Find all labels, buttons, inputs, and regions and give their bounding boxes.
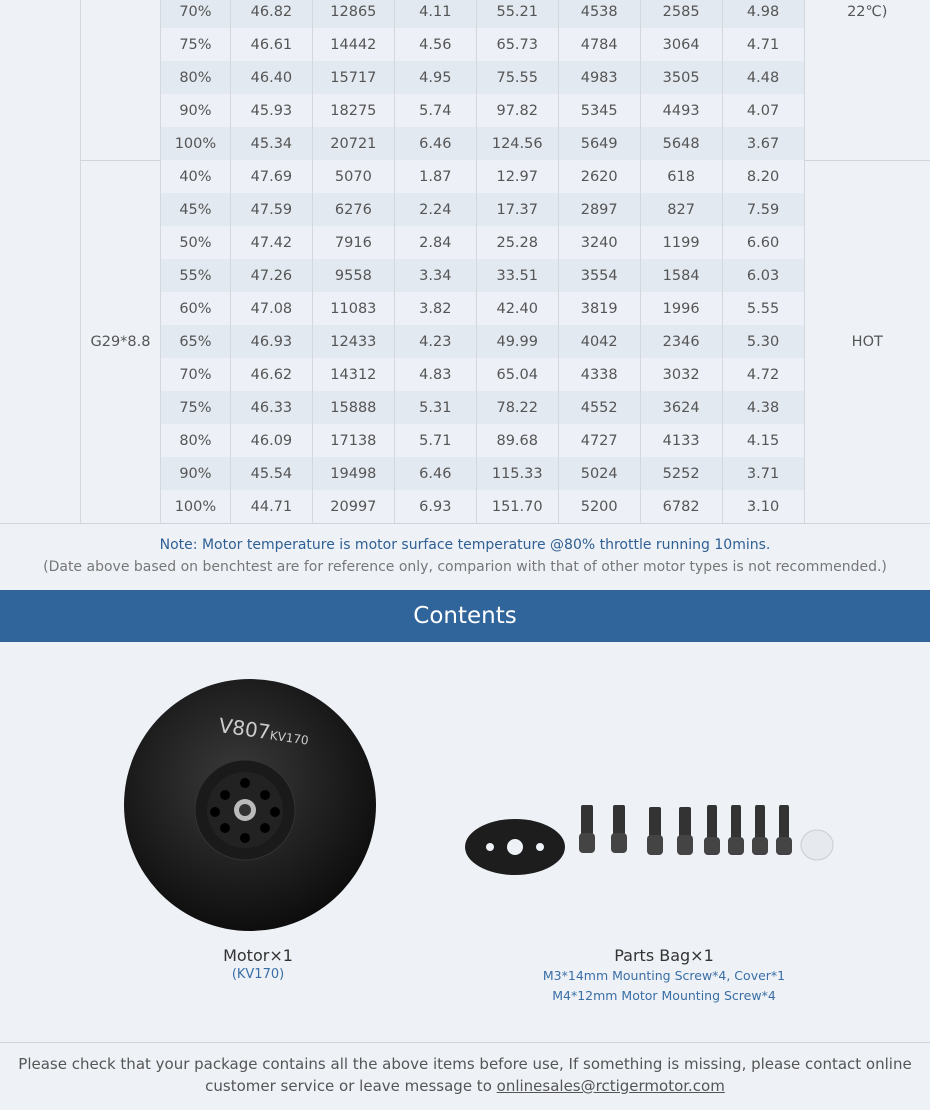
table-row [81,28,930,61]
table-cell: 3.82 [394,292,476,325]
table-cell: 1996 [640,292,722,325]
table-cell: 46.62 [230,358,312,391]
table-cell: 89.68 [476,424,558,457]
footer-note [0,1053,930,1097]
table-cell: 15888 [312,391,394,424]
table-cell: 3.34 [394,259,476,292]
table-row [81,259,930,292]
table-cell: 46.09 [230,424,312,457]
table-cell: 151.70 [476,490,558,523]
table-cell: 78.22 [476,391,558,424]
table-cell: 5200 [558,490,640,523]
table-row [81,292,930,325]
note-disclaimer: (Date above based on benchtest are for reference only, comparion with that of other motor types is not recommended.) [43,559,887,575]
table-cell: 15717 [312,61,394,94]
note-temperature: Note: Motor temperature is motor surface temperature @80% throttle running 10mins. [159,537,771,553]
table-cell: 115.33 [476,457,558,490]
table-cell: 46.93 [230,325,312,358]
table-cell: 55% [160,259,230,292]
table-cell: 47.08 [230,292,312,325]
table-row [81,391,930,424]
table-cell: 3.10 [722,490,804,523]
table-cell: 5024 [558,457,640,490]
table-cell: 5252 [640,457,722,490]
table-cell: 4.23 [394,325,476,358]
table-cell: 44.71 [230,490,312,523]
table-cell: 4042 [558,325,640,358]
table-cell: 75% [160,391,230,424]
table-cell: 6.46 [394,457,476,490]
table-cell: 47.59 [230,193,312,226]
table-cell: 55.21 [476,0,558,28]
table-cell: 47.42 [230,226,312,259]
table-cell: 2897 [558,193,640,226]
table-cell: 70% [160,358,230,391]
parts-bag-sub2: M4*12mm Motor Mounting Screw*4 [552,988,776,1003]
table-cell: 827 [640,193,722,226]
table-cell: 8.20 [722,160,804,193]
table-cell: 5345 [558,94,640,127]
table-cell: 49.99 [476,325,558,358]
motor-label: Motor×1 [223,946,293,965]
parts-bag-item [514,946,814,1003]
table-cell: 90% [160,94,230,127]
table-cell: 4.83 [394,358,476,391]
table-cell: 65% [160,325,230,358]
table-row [81,490,930,523]
table-cell: 4.07 [722,94,804,127]
table-cell: 46.61 [230,28,312,61]
table-cell: 3624 [640,391,722,424]
table-cell: 5.30 [722,325,804,358]
table-cell: 9558 [312,259,394,292]
email-link[interactable]: onlinesales@rctigermotor.com [496,1077,725,1095]
table-cell: 14442 [312,28,394,61]
table-cell: 4.98 [722,0,804,28]
table-cell: 6782 [640,490,722,523]
table-cell: 4983 [558,61,640,94]
table-row [81,61,930,94]
table-cell: 75% [160,28,230,61]
table-cell: 46.40 [230,61,312,94]
table-cell: 5.31 [394,391,476,424]
table-cell: 50% [160,226,230,259]
table-cell: 2346 [640,325,722,358]
table-cell: 47.26 [230,259,312,292]
motor-image [120,670,385,935]
table-cell: 3032 [640,358,722,391]
table-cell: 4784 [558,28,640,61]
prop-cell: G29*8.8 [81,160,161,523]
table-cell: 5070 [312,160,394,193]
table-cell: 5.71 [394,424,476,457]
table-cell: 4.11 [394,0,476,28]
table-cell: 90% [160,457,230,490]
table-row [81,226,930,259]
table-cell: 4.38 [722,391,804,424]
table-cell: 12433 [312,325,394,358]
table-cell: 5.74 [394,94,476,127]
table-cell: 65.73 [476,28,558,61]
motor-logo-text: V807KV170 [217,713,310,748]
table-cell: 4552 [558,391,640,424]
table-cell: 20721 [312,127,394,160]
table-cell: 14312 [312,358,394,391]
table-cell: 4.48 [722,61,804,94]
table-cell: 70% [160,0,230,28]
table-cell: 19498 [312,457,394,490]
table-row [81,358,930,391]
table-cell: 6.60 [722,226,804,259]
table-cell: 6.46 [394,127,476,160]
table-cell: 4727 [558,424,640,457]
table-cell: 618 [640,160,722,193]
table-row [81,193,930,226]
table-cell: 45.93 [230,94,312,127]
parts-bag-image [465,795,845,885]
table-cell: 2585 [640,0,722,28]
table-cell: 33.51 [476,259,558,292]
footer-divider [0,1042,930,1043]
temperature-cell: 22℃) [804,0,930,160]
table-row [81,0,930,28]
table-cell: 6.03 [722,259,804,292]
performance-table [80,0,930,524]
table-row [81,457,930,490]
temperature-cell: HOT [804,160,930,523]
table-cell: 7.59 [722,193,804,226]
table-cell: 80% [160,424,230,457]
parts-bag-label: Parts Bag×1 [614,946,714,965]
table-cell: 100% [160,490,230,523]
table-cell: 75.55 [476,61,558,94]
table-cell: 3.71 [722,457,804,490]
table-cell: 4538 [558,0,640,28]
table-cell: 7916 [312,226,394,259]
table-cell: 5.55 [722,292,804,325]
table-row [81,127,930,160]
table-cell: 4338 [558,358,640,391]
prop-cell [81,0,161,160]
table-cell: 12865 [312,0,394,28]
table-cell: 4.71 [722,28,804,61]
table-cell: 17.37 [476,193,558,226]
table-row [81,424,930,457]
table-row [81,325,930,358]
table-cell: 2.24 [394,193,476,226]
table-cell: 4.72 [722,358,804,391]
table-row [81,94,930,127]
table-cell: 3064 [640,28,722,61]
table-cell: 4.15 [722,424,804,457]
table-cell: 60% [160,292,230,325]
table-cell: 6.93 [394,490,476,523]
table-cell: 124.56 [476,127,558,160]
table-cell: 18275 [312,94,394,127]
table-cell: 3.67 [722,127,804,160]
table-cell: 1.87 [394,160,476,193]
table-cell: 3505 [640,61,722,94]
table-cell: 4133 [640,424,722,457]
table-cell: 3819 [558,292,640,325]
table-cell: 2.84 [394,226,476,259]
table-cell: 45.34 [230,127,312,160]
table-cell: 3240 [558,226,640,259]
table-cell: 42.40 [476,292,558,325]
table-cell: 1199 [640,226,722,259]
table-cell: 3554 [558,259,640,292]
table-cell: 46.82 [230,0,312,28]
table-cell: 65.04 [476,358,558,391]
table-cell: 100% [160,127,230,160]
table-cell: 20997 [312,490,394,523]
divider [0,523,930,524]
table-cell: 45% [160,193,230,226]
table-cell: 4.95 [394,61,476,94]
footer-text: Please check that your package contains all the above items before use, If something is missing, please contact online customer service or leave message to [18,1055,912,1095]
table-cell: 2620 [558,160,640,193]
table-cell: 46.33 [230,391,312,424]
table-cell: 47.69 [230,160,312,193]
motor-item [158,946,358,982]
table-cell: 97.82 [476,94,558,127]
table-cell: 17138 [312,424,394,457]
contents-banner: Contents [0,590,930,642]
table-row [81,160,930,193]
table-cell: 12.97 [476,160,558,193]
table-cell: 25.28 [476,226,558,259]
motor-sub: (KV170) [231,967,285,982]
table-cell: 1584 [640,259,722,292]
table-cell: 5648 [640,127,722,160]
table-cell: 5649 [558,127,640,160]
table-cell: 40% [160,160,230,193]
table-cell: 80% [160,61,230,94]
table-cell: 4493 [640,94,722,127]
parts-bag-sub1: M3*14mm Mounting Screw*4, Cover*1 [542,968,786,983]
table-cell: 6276 [312,193,394,226]
table-cell: 4.56 [394,28,476,61]
table-cell: 11083 [312,292,394,325]
table-cell: 45.54 [230,457,312,490]
